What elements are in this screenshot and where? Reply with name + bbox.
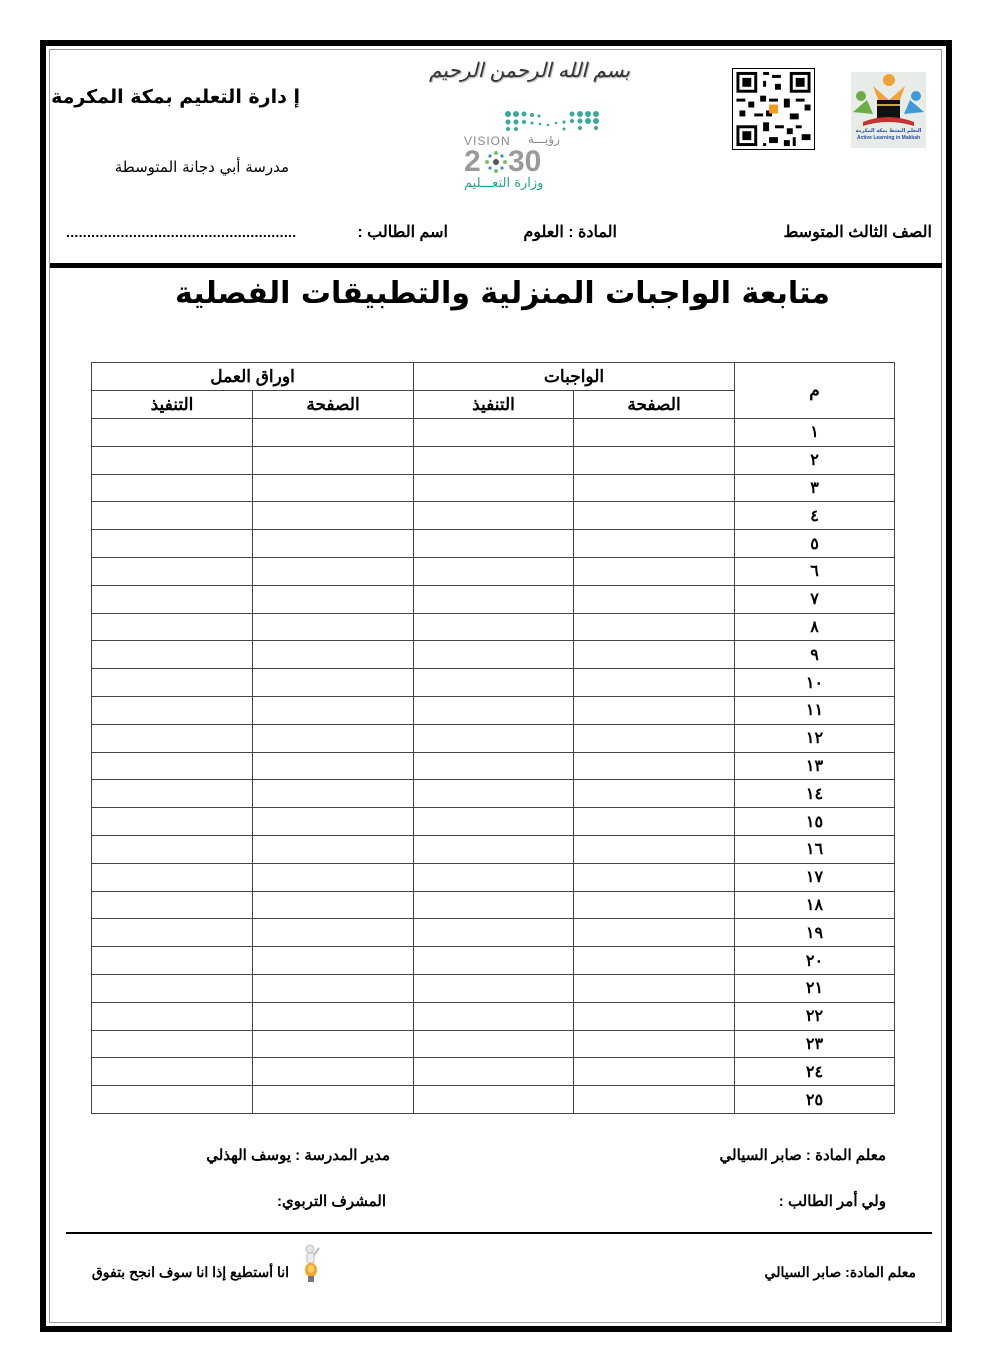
worksheets-page-cell[interactable]: [253, 474, 414, 502]
table-row: [92, 419, 895, 447]
homework-page-cell[interactable]: [574, 891, 735, 919]
homework-page-header: الصفحة: [574, 391, 735, 419]
worksheets-page-cell[interactable]: [253, 835, 414, 863]
worksheets-execution-cell[interactable]: [92, 530, 253, 558]
worksheets-execution-cell[interactable]: [92, 863, 253, 891]
table-row: [92, 474, 895, 502]
homework-page-cell[interactable]: [574, 585, 735, 613]
homework-page-cell[interactable]: [574, 419, 735, 447]
row-number: ٢٣: [735, 1030, 895, 1058]
worksheets-execution-cell[interactable]: [92, 613, 253, 641]
homework-page-cell[interactable]: [574, 502, 735, 530]
homework-execution-cell[interactable]: [414, 474, 574, 502]
worksheets-execution-cell[interactable]: [92, 808, 253, 836]
table-row: [92, 1030, 895, 1058]
row-number: ١٥: [735, 808, 895, 836]
worksheets-page-cell[interactable]: [253, 808, 414, 836]
table-row: [92, 502, 895, 530]
homework-page-cell[interactable]: [574, 919, 735, 947]
worksheets-page-cell[interactable]: [253, 863, 414, 891]
table-row: [92, 530, 895, 558]
worksheets-page-cell[interactable]: [253, 947, 414, 975]
student-name-label: اسم الطالب :: [357, 224, 448, 241]
homework-page-cell[interactable]: [574, 863, 735, 891]
directorate-title: إ دارة التعليم بمكة المكرمة: [51, 86, 300, 108]
table-row: [92, 891, 895, 919]
worksheets-execution-cell[interactable]: [92, 1030, 253, 1058]
worksheets-execution-cell[interactable]: [92, 474, 253, 502]
homework-page-cell[interactable]: [574, 752, 735, 780]
homework-page-cell[interactable]: [574, 835, 735, 863]
worksheets-page-cell[interactable]: [253, 1002, 414, 1030]
worksheets-page-cell[interactable]: [253, 419, 414, 447]
row-number: ٢: [735, 446, 895, 474]
table-row: [92, 446, 895, 474]
header-divider: [50, 263, 942, 268]
row-number: ١٤: [735, 780, 895, 808]
table-row: [92, 947, 895, 975]
table-row: [92, 557, 895, 585]
homework-execution-cell[interactable]: [414, 891, 574, 919]
vision-year-left: 2: [464, 145, 481, 178]
page-title: متابعة الواجبات المنزلية والتطبيقات الفصلية: [175, 276, 830, 311]
worksheets-page-cell[interactable]: [253, 752, 414, 780]
homework-page-cell[interactable]: [574, 1030, 735, 1058]
worksheets-page-cell[interactable]: [253, 724, 414, 752]
worksheets-execution-cell[interactable]: [92, 724, 253, 752]
vision-en-text: VISION: [464, 134, 511, 148]
row-number: ٧: [735, 585, 895, 613]
worksheets-execution-cell[interactable]: [92, 502, 253, 530]
subject-label: المادة : العلوم: [523, 224, 617, 241]
homework-page-cell[interactable]: [574, 669, 735, 697]
homework-page-cell[interactable]: [574, 808, 735, 836]
row-number: ٣: [735, 474, 895, 502]
worksheets-page-cell[interactable]: [253, 1086, 414, 1114]
ministry-text: وزارة التعـــليم: [464, 176, 544, 191]
homework-page-cell[interactable]: [574, 947, 735, 975]
worksheets-page-cell[interactable]: [253, 669, 414, 697]
row-number: ١٣: [735, 752, 895, 780]
row-number: ٢١: [735, 974, 895, 1002]
grade-label: الصف الثالث المتوسط: [783, 224, 932, 241]
row-number: ١٢: [735, 724, 895, 752]
vision-dots-icon: [502, 108, 662, 138]
supervisor-signature[interactable]: المشرف التربوي:: [277, 1193, 386, 1210]
homework-execution-cell[interactable]: [414, 1058, 574, 1086]
homework-page-cell[interactable]: [574, 613, 735, 641]
worksheets-execution-cell[interactable]: [92, 557, 253, 585]
worksheets-page-cell[interactable]: [253, 557, 414, 585]
worksheets-page-cell[interactable]: [253, 919, 414, 947]
tracking-table: [91, 362, 895, 1114]
worksheets-execution-cell[interactable]: [92, 974, 253, 1002]
homework-execution-cell[interactable]: [414, 835, 574, 863]
homework-page-cell[interactable]: [574, 557, 735, 585]
table-row: [92, 863, 895, 891]
worksheets-execution-cell[interactable]: [92, 641, 253, 669]
table-row: [92, 585, 895, 613]
row-number: ٥: [735, 530, 895, 558]
table-row: [92, 919, 895, 947]
table-row: [92, 724, 895, 752]
active-learning-ar: التعلم النشط بمكة المكرمة: [855, 128, 922, 134]
homework-page-cell[interactable]: [574, 1058, 735, 1086]
worksheets-page-header: الصفحة: [253, 391, 414, 419]
homework-execution-cell[interactable]: [414, 919, 574, 947]
vision-emblem-icon: [484, 150, 508, 174]
homework-execution-cell[interactable]: [414, 641, 574, 669]
worksheets-execution-cell[interactable]: [92, 696, 253, 724]
footer-teacher: معلم المادة: صابر السيالي: [764, 1264, 916, 1280]
table-row: [92, 780, 895, 808]
homework-execution-header: التنفيذ: [414, 391, 574, 419]
active-learning-en: Active Learning in Makkah: [856, 135, 921, 141]
row-number: ٦: [735, 557, 895, 585]
homework-page-cell[interactable]: [574, 446, 735, 474]
table-row: [92, 669, 895, 697]
homework-execution-cell[interactable]: [414, 974, 574, 1002]
homework-execution-cell[interactable]: [414, 724, 574, 752]
row-number: ١٨: [735, 891, 895, 919]
homework-execution-cell[interactable]: [414, 669, 574, 697]
homework-execution-cell[interactable]: [414, 613, 574, 641]
worksheets-page-cell[interactable]: [253, 1058, 414, 1086]
vision-2030-logo: [462, 108, 622, 198]
homework-execution-cell[interactable]: [414, 1030, 574, 1058]
homework-execution-cell[interactable]: [414, 446, 574, 474]
lightbulb-figure-icon: [298, 1244, 324, 1286]
row-number: ٢٥: [735, 1086, 895, 1114]
row-number: ٢٤: [735, 1058, 895, 1086]
worksheets-execution-cell[interactable]: [92, 835, 253, 863]
homework-page-cell[interactable]: [574, 1086, 735, 1114]
worksheets-execution-cell[interactable]: [92, 919, 253, 947]
homework-page-cell[interactable]: [574, 724, 735, 752]
homework-group-header: الواجبات: [414, 363, 735, 391]
worksheets-page-cell[interactable]: [253, 613, 414, 641]
table-row: [92, 835, 895, 863]
worksheets-execution-cell[interactable]: [92, 446, 253, 474]
homework-execution-cell[interactable]: [414, 696, 574, 724]
row-number: ١٩: [735, 919, 895, 947]
row-number: ١٠: [735, 669, 895, 697]
teacher-signature: معلم المادة : صابر السيالي: [719, 1147, 886, 1164]
qr-code-icon[interactable]: [732, 68, 815, 150]
worksheets-execution-cell[interactable]: [92, 585, 253, 613]
basmala-calligraphy: بسم الله الرحمن الرحيم: [428, 58, 630, 82]
footer-motto: انا أستطيع إذا انا سوف انجح بتفوق: [91, 1264, 289, 1280]
worksheets-page-cell[interactable]: [253, 530, 414, 558]
homework-execution-cell[interactable]: [414, 863, 574, 891]
row-number: ٨: [735, 613, 895, 641]
table-row: [92, 974, 895, 1002]
student-name-field[interactable]: .......................................................: [66, 224, 297, 240]
homework-execution-cell[interactable]: [414, 752, 574, 780]
index-header: م: [735, 363, 895, 419]
table-row: [92, 808, 895, 836]
homework-execution-cell[interactable]: [414, 1086, 574, 1114]
table-row: [92, 1086, 895, 1114]
worksheets-page-cell[interactable]: [253, 974, 414, 1002]
row-number: ٢٢: [735, 1002, 895, 1030]
worksheets-execution-header: التنفيذ: [92, 391, 253, 419]
homework-execution-cell[interactable]: [414, 557, 574, 585]
worksheets-execution-cell[interactable]: [92, 752, 253, 780]
table-row: [92, 752, 895, 780]
row-number: ١١: [735, 696, 895, 724]
worksheets-execution-cell[interactable]: [92, 669, 253, 697]
worksheets-execution-cell[interactable]: [92, 891, 253, 919]
homework-execution-cell[interactable]: [414, 530, 574, 558]
worksheets-execution-cell[interactable]: [92, 780, 253, 808]
homework-page-cell[interactable]: [574, 696, 735, 724]
homework-page-cell[interactable]: [574, 780, 735, 808]
row-number: ١٧: [735, 863, 895, 891]
homework-execution-cell[interactable]: [414, 419, 574, 447]
homework-page-cell[interactable]: [574, 474, 735, 502]
table-row: [92, 613, 895, 641]
homework-execution-cell[interactable]: [414, 585, 574, 613]
worksheets-page-cell[interactable]: [253, 696, 414, 724]
homework-page-cell[interactable]: [574, 530, 735, 558]
row-number: ١: [735, 419, 895, 447]
table-row: [92, 1058, 895, 1086]
table-row: [92, 696, 895, 724]
worksheets-page-cell[interactable]: [253, 1030, 414, 1058]
homework-execution-cell[interactable]: [414, 808, 574, 836]
footer-divider: [66, 1232, 932, 1234]
active-learning-logo: [851, 72, 926, 148]
homework-page-cell[interactable]: [574, 974, 735, 1002]
row-number: ٤: [735, 502, 895, 530]
worksheets-page-cell[interactable]: [253, 891, 414, 919]
principal-signature: مدير المدرسة : يوسف الهذلي: [206, 1147, 390, 1164]
homework-execution-cell[interactable]: [414, 1002, 574, 1030]
homework-execution-cell[interactable]: [414, 780, 574, 808]
school-name: مدرسة أبي دجانة المتوسطة: [114, 158, 289, 176]
worksheets-execution-cell[interactable]: [92, 1002, 253, 1030]
table-row: [92, 1002, 895, 1030]
worksheets-execution-cell[interactable]: [92, 1058, 253, 1086]
worksheets-execution-cell[interactable]: [92, 947, 253, 975]
row-number: ٢٠: [735, 947, 895, 975]
homework-execution-cell[interactable]: [414, 502, 574, 530]
worksheets-page-cell[interactable]: [253, 502, 414, 530]
guardian-signature[interactable]: ولي أمر الطالب :: [778, 1193, 886, 1210]
worksheets-page-cell[interactable]: [253, 585, 414, 613]
vision-year-right: 30: [508, 145, 542, 178]
homework-execution-cell[interactable]: [414, 947, 574, 975]
homework-page-cell[interactable]: [574, 1002, 735, 1030]
worksheets-page-cell[interactable]: [253, 780, 414, 808]
worksheets-page-cell[interactable]: [253, 446, 414, 474]
worksheets-execution-cell[interactable]: [92, 1086, 253, 1114]
row-number: ١٦: [735, 835, 895, 863]
table-row: [92, 641, 895, 669]
homework-page-cell[interactable]: [574, 641, 735, 669]
worksheets-group-header: اوراق العمل: [92, 363, 414, 391]
vision-ar-text: رؤيـــة: [528, 132, 560, 146]
worksheets-execution-cell[interactable]: [92, 419, 253, 447]
row-number: ٩: [735, 641, 895, 669]
worksheets-page-cell[interactable]: [253, 641, 414, 669]
